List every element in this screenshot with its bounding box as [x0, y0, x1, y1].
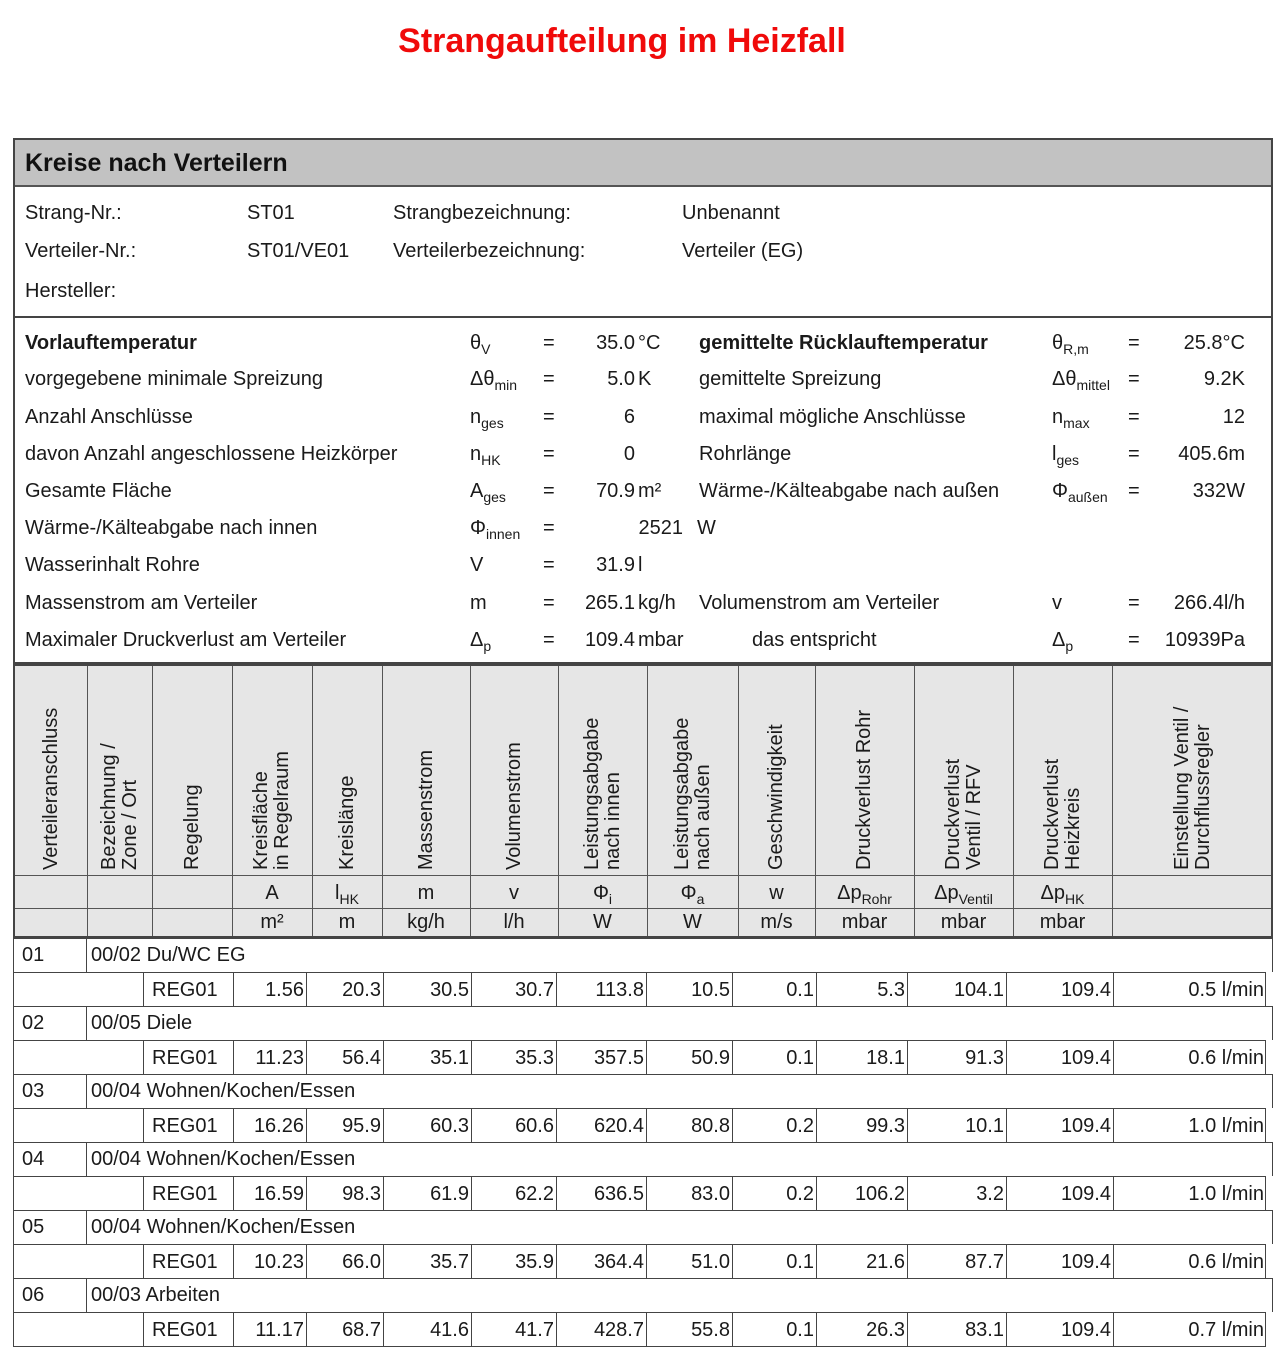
column-unit: kg/h — [407, 911, 445, 933]
cell-dp-rohr: 26.3 — [816, 1313, 907, 1347]
column-header-line: Verteileranschluss — [39, 707, 62, 870]
param-label: Anzahl Anschlüsse — [25, 406, 193, 428]
param-symbol: V — [470, 554, 484, 576]
column-header — [504, 742, 525, 870]
column-header-line: nach außen — [691, 764, 714, 870]
cell-v: 41.7 — [471, 1313, 556, 1347]
column-unit: mbar — [841, 911, 888, 933]
column-symbol: $\Delta p_{HK}$ — [1040, 882, 1085, 907]
column-header — [99, 743, 141, 870]
param-label: maximal mögliche Anschlüsse — [699, 406, 966, 428]
column-header-line: Massenstrom — [414, 749, 437, 870]
param-value: 0 — [623, 443, 635, 465]
param-unit: mbar — [638, 629, 684, 651]
cell-A: 10.23 — [233, 1245, 306, 1279]
param-value: 2521 — [638, 517, 683, 539]
column-header-line: Kreislänge — [335, 775, 358, 870]
column-symbol: $\Phi_a$ — [680, 882, 705, 907]
circuit-zone: 00/05 Diele — [86, 1007, 196, 1041]
column-header-line: nach innen — [601, 772, 624, 870]
param-value: 265.1 — [584, 592, 635, 614]
param-value: 405.6m — [1178, 443, 1245, 465]
param-unit: m² — [638, 480, 662, 502]
circuit-zone-row — [13, 1074, 1273, 1108]
cell-phi-i: 357.5 — [556, 1041, 646, 1075]
strang-nr-value: ST01 — [247, 202, 295, 224]
param-label: gemittelte Spreizung — [699, 368, 882, 390]
cell-regelung: REG01 — [143, 1245, 233, 1279]
cell-phi-a: 83.0 — [646, 1177, 732, 1211]
circuit-values-row — [13, 1108, 1266, 1142]
verteilerbezeichnung-label: Verteilerbezeichnung: — [393, 240, 586, 262]
circuit-number: 03 — [22, 1080, 45, 1102]
column-divider — [87, 666, 88, 936]
equals-sign: = — [543, 368, 555, 390]
param-unit: l — [638, 554, 643, 576]
column-unit: W — [593, 911, 612, 933]
circuit-number: 06 — [22, 1284, 45, 1306]
column-header-line: Geschwindigkeit — [765, 724, 787, 870]
section-title: Kreise nach Verteilern — [25, 149, 288, 177]
param-symbol: $l_{ges}$ — [1052, 443, 1080, 468]
cell-w: 0.1 — [732, 973, 816, 1007]
verteilerbezeichnung-value: Verteiler (EG) — [682, 240, 804, 262]
param-value: 35.0 — [596, 332, 635, 354]
column-header-line: Volumenstrom — [502, 742, 525, 870]
cell-dp-rohr: 18.1 — [816, 1041, 907, 1075]
column-header — [182, 784, 203, 870]
verteiler-nr-value: ST01/VE01 — [247, 240, 350, 262]
equals-sign: = — [543, 443, 555, 465]
cell-A: 16.26 — [233, 1109, 306, 1143]
cell-einstellung: 1.0 l/min — [1113, 1109, 1266, 1143]
cell-dp-hk: 109.4 — [1006, 1245, 1113, 1279]
param-value: 10939Pa — [1164, 629, 1245, 651]
cell-regelung: REG01 — [143, 1109, 233, 1143]
distributor-summary-box — [13, 138, 1273, 664]
circuit-number: 02 — [22, 1012, 45, 1034]
param-unit: °C — [638, 332, 661, 354]
cell-dp-ventil: 83.1 — [907, 1313, 1006, 1347]
circuit-zone: 00/04 Wohnen/Kochen/Essen — [86, 1075, 359, 1109]
cell-A: 11.17 — [233, 1313, 306, 1347]
param-value: 5.0 — [607, 368, 635, 390]
cell-einstellung: 0.5 l/min — [1113, 973, 1266, 1007]
cell-A: 11.23 — [233, 1041, 306, 1075]
cell-l: 56.4 — [306, 1041, 383, 1075]
column-header-line: in Regelraum — [271, 751, 293, 870]
cell-phi-i: 620.4 — [556, 1109, 646, 1143]
equals-sign: = — [1128, 368, 1140, 390]
param-label: gemittelte Rücklauftemperatur — [699, 332, 988, 354]
param-label: Massenstrom am Verteiler — [25, 592, 258, 614]
cell-w: 0.1 — [732, 1245, 816, 1279]
cell-phi-a: 10.5 — [646, 973, 732, 1007]
column-header-line: Ventil / RFV — [962, 764, 985, 870]
equals-sign: = — [543, 480, 555, 502]
header-divider — [15, 908, 1271, 909]
cell-l: 20.3 — [306, 973, 383, 1007]
cell-w: 0.1 — [732, 1313, 816, 1347]
cell-v: 60.6 — [471, 1109, 556, 1143]
column-unit: W — [683, 911, 702, 933]
column-symbol: w — [769, 882, 784, 904]
param-symbol: $\Delta\theta_{min}$ — [470, 368, 518, 393]
cell-phi-a: 50.9 — [646, 1041, 732, 1075]
table-bottom-border — [13, 1346, 1266, 1347]
circuit-zone: 00/04 Wohnen/Kochen/Essen — [86, 1143, 359, 1177]
cell-dp-ventil: 87.7 — [907, 1245, 1006, 1279]
column-header-line: Leistungsabgabe — [670, 717, 693, 870]
cell-w: 0.1 — [732, 1041, 816, 1075]
cell-dp-hk: 109.4 — [1006, 1041, 1113, 1075]
param-unit: K — [638, 368, 652, 390]
circuit-zone-row — [13, 1142, 1273, 1176]
column-header — [672, 718, 714, 870]
circuit-values-row — [13, 1244, 1266, 1278]
cell-phi-i: 364.4 — [556, 1245, 646, 1279]
equals-sign: = — [1128, 592, 1140, 614]
equals-sign: = — [543, 517, 555, 539]
cell-regelung: REG01 — [143, 1041, 233, 1075]
circuit-zone-row — [13, 938, 1273, 972]
equals-sign: = — [543, 554, 555, 576]
section-header — [15, 140, 1271, 187]
column-header — [251, 751, 293, 870]
column-header-line: Leistungsabgabe — [580, 717, 603, 870]
equals-sign: = — [1128, 629, 1140, 651]
column-header — [1172, 707, 1214, 870]
param-value: 332W — [1192, 480, 1245, 502]
cell-m: 35.7 — [383, 1245, 471, 1279]
cell-dp-ventil: 10.1 — [907, 1109, 1006, 1143]
cell-dp-ventil: 3.2 — [907, 1177, 1006, 1211]
column-header-line: Druckverlust — [1040, 758, 1063, 870]
param-value: 6 — [623, 406, 635, 428]
cell-phi-a: 55.8 — [646, 1313, 732, 1347]
param-value: 266.4l/h — [1173, 592, 1245, 614]
circuit-zone-row — [13, 1278, 1273, 1312]
column-unit: m — [338, 911, 356, 933]
param-value: 31.9 — [596, 554, 635, 576]
column-header-line: Einstellung Ventil / — [1170, 706, 1193, 870]
cell-dp-rohr: 106.2 — [816, 1177, 907, 1211]
column-symbol: $\Phi_i$ — [592, 882, 613, 907]
cell-phi-a: 51.0 — [646, 1245, 732, 1279]
equals-sign: = — [543, 406, 555, 428]
param-label: Volumenstrom am Verteiler — [699, 592, 940, 614]
column-symbol: A — [265, 882, 279, 904]
cell-w: 0.2 — [732, 1177, 816, 1211]
column-divider — [152, 666, 153, 936]
column-symbol: $\Delta p_{Ventil}$ — [934, 882, 993, 907]
column-header-line: Heizkreis — [1061, 787, 1084, 870]
circuit-number: 04 — [22, 1148, 45, 1170]
circuit-zone: 00/04 Wohnen/Kochen/Essen — [86, 1211, 359, 1245]
cell-dp-rohr: 5.3 — [816, 973, 907, 1007]
hersteller-label: Hersteller: — [25, 280, 117, 302]
param-value: 25.8°C — [1183, 332, 1245, 354]
cell-dp-rohr: 99.3 — [816, 1109, 907, 1143]
strang-nr-label: Strang-Nr.: — [25, 202, 122, 224]
param-label: Wärme-/Kälteabgabe nach außen — [699, 480, 1000, 502]
column-header — [41, 708, 62, 870]
cell-dp-hk: 109.4 — [1006, 1109, 1113, 1143]
circuit-values-row — [13, 1312, 1266, 1346]
equals-sign: = — [543, 629, 555, 651]
cell-regelung: REG01 — [143, 1313, 233, 1347]
param-label: Wasserinhalt Rohre — [25, 554, 200, 576]
param-symbol: v — [1052, 592, 1062, 614]
column-symbol: $l_{HK}$ — [335, 882, 359, 907]
column-unit: m² — [260, 911, 284, 933]
equals-sign: = — [543, 592, 555, 614]
strangbezeichnung-label: Strangbezeichnung: — [393, 202, 571, 224]
column-header-line: Druckverlust Rohr — [853, 709, 875, 870]
circuit-values-row — [13, 972, 1266, 1006]
circuit-values-row — [13, 1040, 1266, 1074]
param-symbol: $\Phi_{innen}$ — [470, 517, 521, 542]
param-label: Maximaler Druckverlust am Verteiler — [25, 629, 347, 651]
column-header — [943, 759, 985, 870]
cell-phi-i: 636.5 — [556, 1177, 646, 1211]
cell-phi-i: 113.8 — [556, 973, 646, 1007]
cell-v: 30.7 — [471, 973, 556, 1007]
cell-A: 16.59 — [233, 1177, 306, 1211]
column-header-line: Regelung — [180, 784, 203, 870]
column-header-line: Kreisfläche — [250, 771, 272, 870]
cell-v: 62.2 — [471, 1177, 556, 1211]
param-label: Rohrlänge — [699, 443, 792, 465]
cell-l: 95.9 — [306, 1109, 383, 1143]
cell-m: 60.3 — [383, 1109, 471, 1143]
param-label: das entspricht — [752, 629, 877, 651]
cell-dp-hk: 109.4 — [1006, 1177, 1113, 1211]
circuit-zone: 00/02 Du/WC EG — [86, 939, 250, 973]
cell-v: 35.3 — [471, 1041, 556, 1075]
column-unit: mbar — [940, 911, 987, 933]
column-header — [582, 718, 624, 870]
cell-w: 0.2 — [732, 1109, 816, 1143]
circuit-zone-row — [13, 1210, 1273, 1244]
circuit-zone-row — [13, 1006, 1273, 1040]
column-header-line: Zone / Ort — [118, 779, 141, 870]
table-header — [13, 664, 1273, 938]
param-symbol: $A_{ges}$ — [470, 480, 506, 505]
param-symbol: $\Delta\theta_{mittel}$ — [1052, 368, 1110, 393]
equals-sign: = — [543, 332, 555, 354]
cell-phi-a: 80.8 — [646, 1109, 732, 1143]
column-divider — [1112, 666, 1113, 936]
cell-l: 66.0 — [306, 1245, 383, 1279]
circuit-zone: 00/03 Arbeiten — [86, 1279, 224, 1313]
column-header — [1042, 759, 1084, 870]
column-unit: m/s — [760, 911, 793, 933]
cell-m: 61.9 — [383, 1177, 471, 1211]
param-symbol: $\theta_{R,m}$ — [1052, 332, 1089, 357]
cell-dp-rohr: 21.6 — [816, 1245, 907, 1279]
column-header-line: Druckverlust — [941, 758, 964, 870]
divider — [15, 316, 1271, 318]
column-header — [337, 775, 358, 870]
strangbezeichnung-value: Unbenannt — [682, 202, 780, 224]
circuit-values-row — [13, 1176, 1266, 1210]
cell-m: 35.1 — [383, 1041, 471, 1075]
circuit-number: 01 — [22, 944, 45, 966]
column-symbol: m — [417, 882, 435, 904]
param-symbol: $\theta_V$ — [470, 332, 491, 357]
cell-v: 35.9 — [471, 1245, 556, 1279]
equals-sign: = — [1128, 406, 1140, 428]
param-unit: kg/h — [638, 592, 676, 614]
circuit-number: 05 — [22, 1216, 45, 1238]
column-symbol: v — [509, 882, 519, 904]
param-symbol: $n_{max}$ — [1052, 406, 1090, 431]
param-label: Wärme-/Kälteabgabe nach innen — [25, 517, 318, 539]
param-value: 109.4 — [584, 629, 635, 651]
cell-phi-i: 428.7 — [556, 1313, 646, 1347]
param-value: 70.9 — [596, 480, 635, 502]
verteiler-nr-label: Verteiler-Nr.: — [25, 240, 137, 262]
equals-sign: = — [1128, 443, 1140, 465]
column-symbol: $\Delta p_{Rohr}$ — [837, 882, 892, 907]
cell-dp-ventil: 104.1 — [907, 973, 1006, 1007]
column-header-line: Durchflussregler — [1191, 724, 1214, 870]
column-header — [766, 724, 787, 870]
page-title: Strangaufteilung im Heizfall — [398, 22, 846, 60]
param-label: davon Anzahl angeschlossene Heizkörper — [25, 443, 398, 465]
cell-regelung: REG01 — [143, 973, 233, 1007]
param-value: 12 — [1222, 406, 1245, 428]
cell-dp-hk: 109.4 — [1006, 973, 1113, 1007]
param-symbol: $\Delta_p$ — [470, 629, 492, 654]
cell-einstellung: 0.6 l/min — [1113, 1041, 1266, 1075]
cell-einstellung: 1.0 l/min — [1113, 1177, 1266, 1211]
param-unit: W — [697, 517, 716, 539]
cell-einstellung: 0.6 l/min — [1113, 1245, 1266, 1279]
param-value: 9.2K — [1203, 368, 1245, 390]
param-symbol: $n_{HK}$ — [470, 443, 501, 468]
column-unit: l/h — [503, 911, 525, 933]
cell-m: 30.5 — [383, 973, 471, 1007]
cell-dp-hk: 109.4 — [1006, 1313, 1113, 1347]
param-symbol: m — [470, 592, 487, 614]
equals-sign: = — [1128, 332, 1140, 354]
header-divider — [15, 875, 1271, 876]
equals-sign: = — [1128, 480, 1140, 502]
column-header-line: Bezeichnung / — [97, 743, 120, 870]
param-symbol: $n_{ges}$ — [470, 406, 504, 431]
column-header — [854, 710, 875, 870]
cell-m: 41.6 — [383, 1313, 471, 1347]
cell-A: 1.56 — [233, 973, 306, 1007]
param-symbol: $\Delta_p$ — [1052, 629, 1074, 654]
column-header — [416, 750, 437, 870]
cell-l: 98.3 — [306, 1177, 383, 1211]
param-symbol: $\Phi_{außen}$ — [1052, 480, 1108, 505]
cell-regelung: REG01 — [143, 1177, 233, 1211]
param-label: Gesamte Fläche — [25, 480, 172, 502]
param-label: Vorlauftemperatur — [25, 332, 197, 354]
cell-dp-ventil: 91.3 — [907, 1041, 1006, 1075]
param-label: vorgegebene minimale Spreizung — [25, 368, 323, 390]
cell-l: 68.7 — [306, 1313, 383, 1347]
cell-einstellung: 0.7 l/min — [1113, 1313, 1266, 1347]
column-unit: mbar — [1039, 911, 1086, 933]
